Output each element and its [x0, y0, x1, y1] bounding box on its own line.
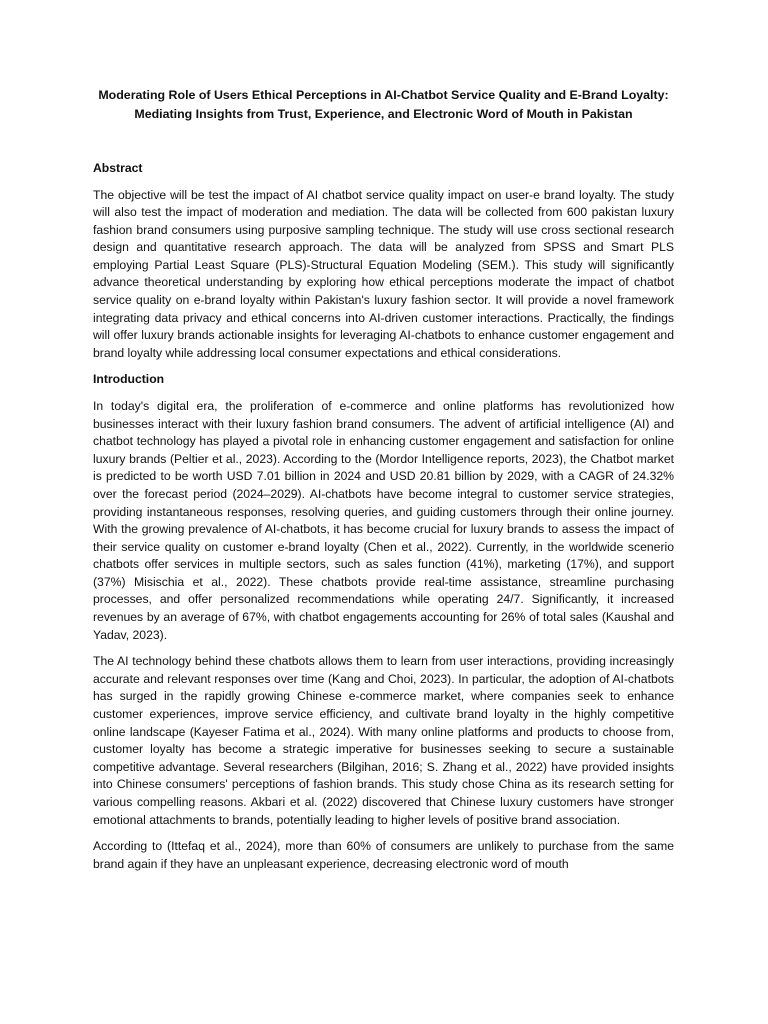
abstract-paragraph: The objective will be test the impact of AI chatbot service quality impact on user-e brand loyalty. The study will also test the impact of moderation and mediation. The data will be collected from 600 pakistan luxury fashion brand consumers using purposive sampling technique. The study will use cross sectional research design and quantitative research approach. The data will be analyzed from SPSS and Smart PLS employing Partial Least Square (PLS)-Structural Equation Modeling (SEM.). This study will significantly advance theoretical understanding by exploring how ethical perceptions moderate the impact of chatbot service quality on e-brand loyalty within Pakistan's luxury fashion sector. It will provide a novel framework integrating data privacy and ethical concerns into AI-driven customer interactions. Practically, the findings will offer luxury brands actionable insights for leveraging AI-chatbots to enhance customer engagement and brand loyalty while addressing local consumer expectations and ethical considerations.	[93, 187, 674, 360]
introduction-paragraph-3: According to (Ittefaq et al., 2024), more than 60% of consumers are unlikely to purchase from the same brand again if they have an unpleasant experience, decreasing electronic word of mouth	[93, 839, 674, 871]
introduction-paragraph-2: The AI technology behind these chatbots allows them to learn from user interactions, providing increasingly accurate and relevant responses over time (Kang and Choi, 2023). In particular, the adoption of AI-chatbots has surged in the rapidly growing Chinese e-commerce market, where companies seek to enhance customer experiences, improve service efficiency, and cultivate brand loyalty in the highly competitive online landscape (Kayeser Fatima et al., 2024). With many online platforms and products to choose from, customer loyalty has become a strategic imperative for businesses seeking to secure a sustainable competitive advantage. Several researchers (Bilgihan, 2016; S. Zhang et al., 2022) have provided insights into Chinese consumers' perceptions of fashion brands. This study chose China as its research setting for various compelling reasons. Akbari et al. (2022) discovered that Chinese luxury customers have stronger emotional attachments to brands, potentially leading to higher levels of positive brand association.	[93, 654, 674, 827]
introduction-heading: Introduction	[93, 372, 165, 387]
paper-title-line-1: Moderating Role of Users Ethical Perceptions in AI-Chatbot Service Quality and E-Brand Loyalty:	[98, 88, 669, 102]
paper-title	[93, 86, 674, 124]
introduction-paragraph-1: In today's digital era, the proliferation of e-commerce and online platforms has revolutionized how businesses interact with their luxury fashion brand consumers. The advent of artificial intelligence (AI) and chatbot technology has played a pivotal role in enhancing customer engagement and satisfaction for online luxury brands (Peltier et al., 2023). According to the (Mordor Intelligence reports, 2023), the Chatbot market is predicted to be worth USD 7.01 billion in 2024 and USD 20.81 billion by 2029, with a CAGR of 24.32% over the forecast period (2024–2029). AI-chatbots have become integral to customer service strategies, providing instantaneous responses, resolving queries, and guiding customers through their online journey. With the growing prevalence of AI-chatbots, it has become crucial for luxury brands to assess the impact of their service quality on customer e-brand loyalty (Chen et al., 2022). Currently, in the worldwide scenerio chatbots offer services in multiple sectors, such as sales function (41%), marketing (17%), and support (37%) Misischia et al., 2022). These chatbots provide real-time assistance, streamline purchasing processes, and offer personalized recommendations while operating 24/7. Significantly, it increased revenues by an average of 67%, with chatbot engagements accounting for 26% of total sales (Kaushal and Yadav, 2023).	[93, 398, 674, 642]
abstract-heading: Abstract	[93, 161, 143, 175]
paper-title-line-2: Mediating Insights from Trust, Experience, and Electronic Word of Mouth in Pakistan	[134, 107, 633, 121]
